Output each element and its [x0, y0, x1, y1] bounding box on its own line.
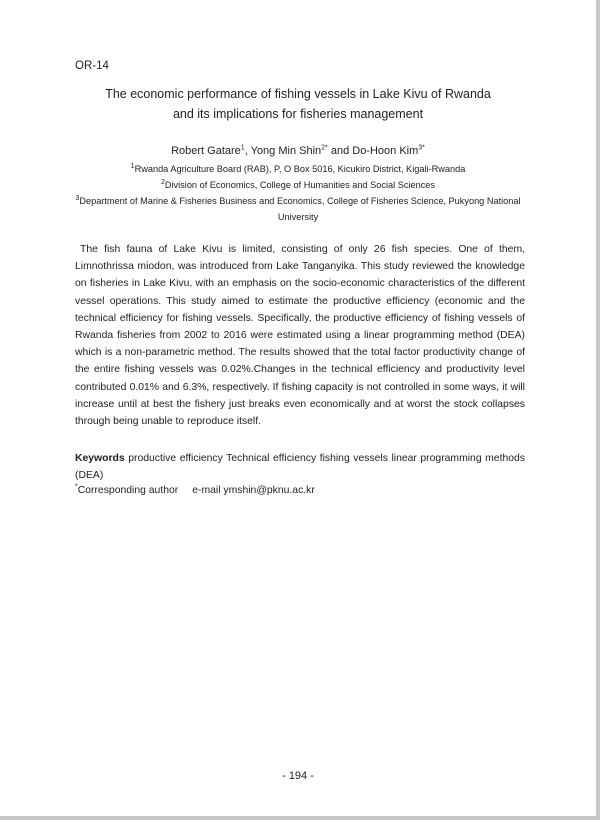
affiliation-2 [70, 178, 526, 194]
author-name: Yong Min Shin [250, 145, 322, 157]
keywords-text: productive efficiency Technical efficiency fishing vessels linear programming methods (DEA) [75, 453, 526, 482]
affiliation-text: Department of Marine & Fisheries Business and Economics, College of Fisheries Science, Pukyong National University [79, 196, 521, 222]
affiliation-1 [70, 162, 526, 178]
author-list [60, 145, 536, 157]
author-affiliation-mark: 3* [418, 144, 425, 152]
keywords-label: Keywords [75, 453, 125, 464]
affiliation-text: Rwanda Agriculture Board (RAB), P, O Box 5016, Kicukiro District, Kigali-Rwanda [134, 164, 466, 174]
paper-code: OR-14 [75, 60, 109, 72]
affiliation-mark: 2 [160, 178, 165, 186]
author-name: Robert Gatare [171, 145, 241, 157]
title-line-1: The economic performance of fishing vessels in Lake Kivu of Rwanda [105, 87, 491, 101]
author-separator: and [327, 145, 353, 157]
corresponding-author [75, 485, 315, 496]
page-number: - 194 - [282, 770, 314, 782]
keywords-section [75, 450, 525, 484]
author-affiliation-mark: 2* [321, 144, 328, 152]
paper-title [60, 84, 536, 124]
corresponding-email: e-mail ymshin@pknu.ac.kr [192, 485, 315, 496]
author-separator: , [244, 145, 251, 157]
affiliation-text: Division of Economics, College of Humanities and Social Sciences [164, 180, 436, 190]
abstract-paragraph: The fish fauna of Lake Kivu is limited, consisting of only 26 fish species. One of them, Limnothrissa miodon, was introduced from Lake Tanganyika. This study reviewed the knowledge on fisheries in Lake Kivu, with an emphasis on the socio-economic characteristics of the different vessel operations. This study aimed to estimate the productive efficiency (economic and the technical efficiency for fishing vessels. Specifically, the productive efficiency of fishing vessels of Rwanda fisheries from 2002 to 2016 were estimated using a linear programming method (DEA) which is a non-parametric method. The results showed that the total factor productivity change of the entire fishing vessels was 0.02%.Changes in the technical efficiency and productivity level contributed 0.01% and 6.3%, respectively. If fishing capacity is not controlled in some ways, it will increase until at best the fishery just breaks even economically and at worst the stock collapses through being unable to reproduce itself. [75, 244, 525, 428]
affiliation-mark: 1 [130, 162, 135, 170]
corresponding-label: Corresponding author [77, 485, 179, 496]
author-name: Do-Hoon Kim [352, 145, 419, 157]
corresponding-mark: * [75, 483, 78, 491]
author-affiliation-mark: 1 [240, 144, 245, 152]
title-line-2: and its implications for fisheries management [172, 107, 424, 121]
affiliation-mark: 3 [75, 194, 80, 202]
affiliation-3 [70, 194, 526, 225]
